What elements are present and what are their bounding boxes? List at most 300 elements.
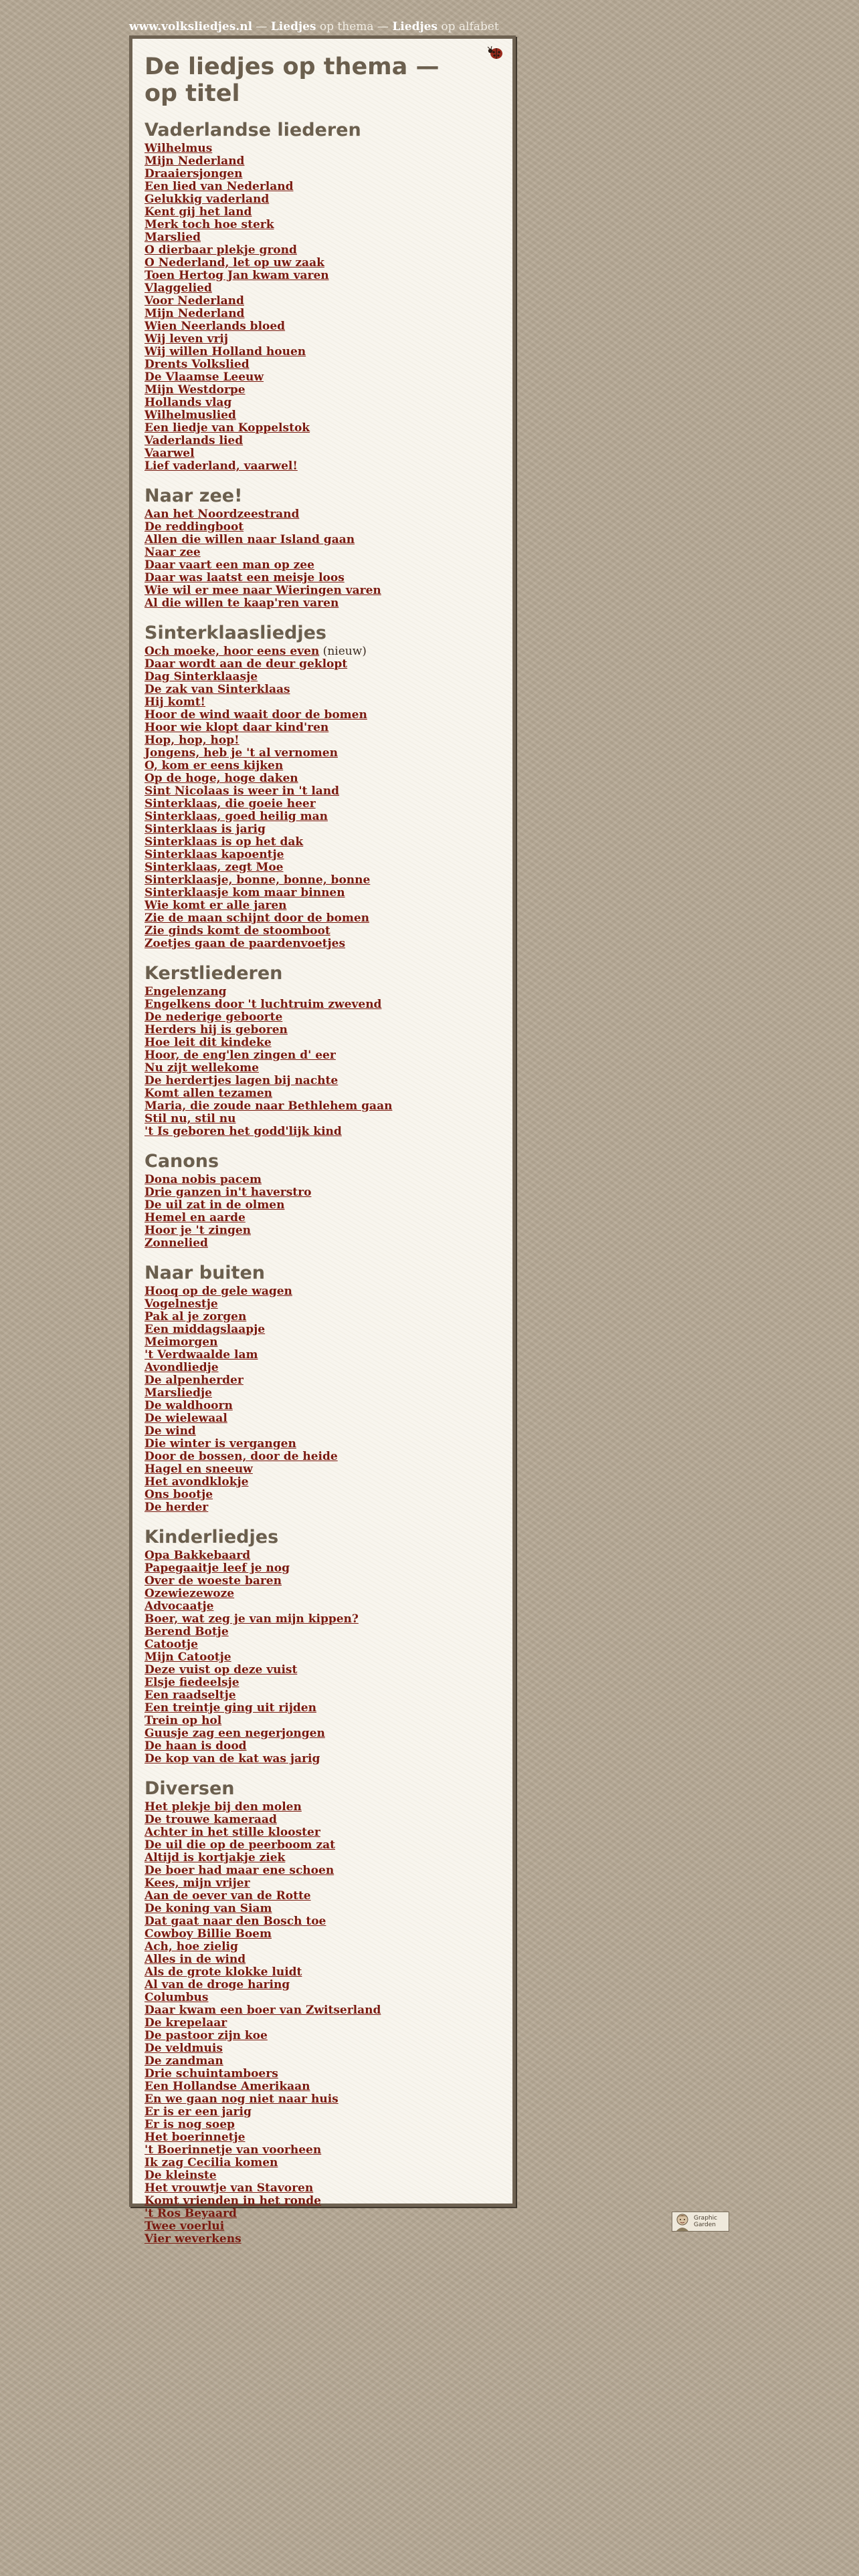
song-link[interactable]: De alpenherder [145, 1374, 244, 1387]
song-link[interactable]: Engelenzang [145, 985, 227, 998]
song-list-item [145, 2233, 503, 2246]
song-link[interactable]: De herdertjes lagen bij nachte [145, 1074, 339, 1087]
song-link[interactable]: Vaarwel [145, 447, 195, 460]
song-link[interactable]: De wielewaal [145, 1412, 227, 1425]
song-link[interactable]: Merk toch hoe sterk [145, 218, 274, 231]
song-link[interactable]: De haan is dood [145, 1739, 247, 1753]
song-list-item [145, 1400, 503, 1412]
song-link[interactable]: Guusje zag een negerjongen [145, 1727, 325, 1740]
song-link[interactable]: De kleinste [145, 2169, 217, 2182]
song-list-item [145, 925, 503, 938]
song-list-item [145, 671, 503, 683]
song-link[interactable]: De zak van Sinterklaas [145, 683, 290, 696]
nav-link-liedjes-thema[interactable]: Liedjes [270, 20, 316, 33]
song-list-item [145, 1651, 503, 1664]
song-list-item [145, 887, 503, 899]
song-list-item [145, 1877, 503, 1890]
song-link[interactable]: Avondliedje [145, 1361, 219, 1374]
song-link[interactable]: Drie schuintamboers [145, 2067, 278, 2080]
song-list-item [145, 798, 503, 811]
song-link[interactable]: Meimorgen [145, 1335, 218, 1349]
song-sections [145, 119, 503, 2246]
song-link[interactable]: Ach, hoe zielig [145, 1940, 238, 1953]
song-list-item [145, 572, 503, 584]
song-list-item [145, 1336, 503, 1349]
song-list-item [145, 1702, 503, 1715]
song-list-item [145, 1113, 503, 1125]
song-link[interactable]: Al die willen te kaap'ren varen [145, 597, 339, 610]
song-list-item [145, 2055, 503, 2068]
song-link[interactable]: Sinterklaasje kom maar binnen [145, 886, 345, 899]
song-link[interactable]: Nu zijt wellekome [145, 1061, 259, 1075]
song-link[interactable]: Kees, mijn vrijer [145, 1876, 250, 1890]
song-list-item [145, 1575, 503, 1588]
song-list-item [145, 849, 503, 861]
song-list-item [145, 899, 503, 912]
song-list-item [145, 1890, 503, 1903]
song-link[interactable]: De koning van Siam [145, 1902, 272, 1915]
song-list [145, 1549, 503, 1765]
song-list-item [145, 1323, 503, 1336]
song-list-item [145, 244, 503, 257]
song-link[interactable]: Kent gij het land [145, 205, 252, 219]
song-list-item [145, 912, 503, 925]
song-list-item [145, 1966, 503, 1979]
song-link[interactable]: Het plekje bij den molen [145, 1800, 302, 1814]
song-link[interactable]: Wie wil er mee naar Wieringen varen [145, 584, 381, 597]
song-link[interactable]: Hop, hop, hop! [145, 734, 240, 747]
song-list-item [145, 1588, 503, 1600]
song-list-item [145, 559, 503, 572]
song-link[interactable]: Herders hij is geboren [145, 1023, 288, 1037]
song-list-item [145, 409, 503, 422]
song-link[interactable]: De waldhoorn [145, 1399, 233, 1412]
song-link[interactable]: Naar zee [145, 546, 201, 559]
song-list-item [145, 1664, 503, 1677]
song-list-item [145, 2119, 503, 2131]
song-list-item [145, 938, 503, 950]
song-list-item [145, 772, 503, 785]
song-link[interactable]: Sinterklaas, goed heilig man [145, 810, 328, 823]
song-list-item [145, 2042, 503, 2055]
song-list-item [145, 384, 503, 397]
song-link[interactable]: De uil zat in de olmen [145, 1198, 285, 1212]
song-link[interactable]: Dat gaat naar den Bosch toe [145, 1915, 326, 1928]
song-list-item [145, 1438, 503, 1451]
song-list-item [145, 155, 503, 168]
song-list-item [145, 696, 503, 709]
song-link[interactable]: Hoor je 't zingen [145, 1224, 252, 1237]
song-list-item [145, 521, 503, 534]
song-list-item [145, 734, 503, 747]
song-list-item [145, 747, 503, 760]
song-link[interactable]: Sinterklaas kapoentje [145, 848, 284, 861]
song-link[interactable]: Allen die willen naar Island gaan [145, 533, 355, 546]
song-list-item [145, 346, 503, 358]
song-link[interactable]: Och moeke, hoor eens even [145, 645, 320, 658]
song-list-item [145, 1087, 503, 1100]
song-link[interactable]: Ozewiezewoze [145, 1587, 235, 1600]
song-link[interactable]: Hollands vlag [145, 396, 232, 409]
song-list-item [145, 1852, 503, 1864]
song-list-item [145, 1715, 503, 1727]
song-list-item [145, 206, 503, 219]
song-link[interactable]: Komt vrienden in het ronde [145, 2194, 321, 2208]
song-link[interactable]: De herder [145, 1501, 209, 1514]
song-link[interactable]: Maria, die zoude naar Bethlehem gaan [145, 1099, 393, 1113]
song-list-item [145, 584, 503, 597]
song-link[interactable]: Sinterklaas is jarig [145, 823, 266, 836]
song-link[interactable]: Aan het Noordzeestrand [145, 508, 300, 521]
song-link[interactable]: Hoor wie klopt daar kind'ren [145, 721, 329, 734]
song-link[interactable]: Als de grote klokke luidt [145, 1965, 302, 1979]
song-link[interactable]: Wie komt er alle jaren [145, 899, 287, 912]
song-link[interactable]: Berend Botje [145, 1625, 229, 1638]
song-link[interactable]: Dag Sinterklaasje [145, 670, 258, 683]
section-heading: Sinterklaasliedjes [145, 623, 326, 643]
song-link[interactable]: Een middagslaapje [145, 1323, 266, 1336]
song-list-item [145, 422, 503, 435]
song-list-item [145, 1689, 503, 1702]
song-list-item [145, 1062, 503, 1075]
content-panel [129, 35, 516, 2246]
song-list-item [145, 1476, 503, 1489]
ladybug-icon [487, 45, 504, 60]
song-link[interactable]: Komt allen tezamen [145, 1087, 273, 1100]
song-link[interactable]: Daar vaart een man op zee [145, 558, 314, 572]
song-link[interactable]: Toen Hertog Jan kwam varen [145, 269, 329, 282]
song-link[interactable]: Sinterklaasje, bonne, bonne, bonne [145, 873, 371, 887]
song-list-item [145, 1037, 503, 1049]
page-title: De liedjes op thema — op titel [145, 53, 440, 107]
song-link[interactable]: De pastoor zijn koe [145, 2029, 268, 2042]
song-list-item [145, 785, 503, 798]
song-list-item [145, 998, 503, 1011]
song-link[interactable]: Marslied [145, 231, 201, 244]
song-link[interactable]: Ik zag Cecilia komen [145, 2156, 278, 2169]
section-heading: Kerstliederen [145, 963, 283, 984]
song-list-item [145, 193, 503, 206]
song-list [145, 1801, 503, 2246]
song-link[interactable]: Wilhelmuslied [145, 409, 236, 422]
song-link[interactable]: Cowboy Billie Boem [145, 1927, 272, 1941]
song-list-item [145, 2144, 503, 2157]
song-list-item [145, 1753, 503, 1765]
song-link[interactable]: Daar was laatst een meisje loos [145, 571, 345, 584]
song-list-item [145, 1387, 503, 1400]
song-link[interactable]: O Nederland, let op uw zaak [145, 256, 324, 270]
song-list-item [145, 2068, 503, 2080]
song-link[interactable]: De krepelaar [145, 2016, 227, 2030]
song-link[interactable]: Hemel en aarde [145, 1211, 246, 1224]
song-list-item [145, 2169, 503, 2182]
song-list-item [145, 836, 503, 849]
song-link[interactable]: De trouwe kameraad [145, 1813, 277, 1826]
song-list-item [145, 2208, 503, 2220]
graphic-garden-badge[interactable] [672, 2212, 729, 2232]
song-link[interactable]: De Vlaamse Leeuw [145, 370, 264, 384]
song-link[interactable]: Catootje [145, 1638, 198, 1651]
song-list-item [145, 1237, 503, 1250]
nav-link-liedjes-alfabet[interactable]: Liedjes [392, 20, 438, 33]
song-list-item [145, 1349, 503, 1362]
song-list-item [145, 1941, 503, 1953]
song-link[interactable]: Door de bossen, door de heide [145, 1450, 338, 1463]
song-link[interactable]: Trein op hol [145, 1714, 222, 1727]
song-link[interactable]: 't Verdwaalde lam [145, 1348, 258, 1362]
song-list-item [145, 760, 503, 772]
song-list-item [145, 1626, 503, 1638]
section-heading: Diversen [145, 1778, 235, 1799]
nav-text-op-alfabet: op alfabet [438, 20, 499, 33]
song-link[interactable]: Achter in het stille klooster [145, 1826, 320, 1839]
song-list-item [145, 1727, 503, 1740]
song-list-item [145, 358, 503, 371]
section-heading: Vaderlandse liederen [145, 120, 361, 140]
song-list-item [145, 1311, 503, 1323]
song-link[interactable]: Jongens, heb je 't al vernomen [145, 746, 338, 760]
song-link[interactable]: Hoor, de eng'len zingen d' eer [145, 1049, 336, 1062]
song-link[interactable]: Sinterklaas is op het dak [145, 835, 304, 849]
song-list-item [145, 1928, 503, 1941]
song-list-item [145, 546, 503, 559]
song-link[interactable]: Een liedje van Koppelstok [145, 421, 310, 435]
song-list-item [145, 1638, 503, 1651]
song-list-item [145, 1864, 503, 1877]
song-list-item [145, 1801, 503, 1814]
song-list [145, 986, 503, 1138]
song-link[interactable]: Vier weverkens [145, 2232, 242, 2246]
song-link[interactable]: Pak al je zorgen [145, 1310, 247, 1323]
song-list-item [145, 435, 503, 447]
song-link[interactable]: Er is nog soep [145, 2118, 235, 2131]
song-link[interactable]: Een lied van Nederland [145, 180, 294, 193]
song-link[interactable]: Twee voerlui [145, 2220, 225, 2233]
new-label: (nieuw) [319, 645, 367, 658]
song-list-item [145, 270, 503, 282]
song-list-item [145, 683, 503, 696]
song-list-item [145, 2131, 503, 2144]
song-list-item [145, 645, 503, 658]
song-link[interactable]: Dona nobis pacem [145, 1173, 262, 1186]
song-link[interactable]: Daar kwam een boer van Zwitserland [145, 2004, 381, 2017]
song-list [145, 1174, 503, 1250]
song-list-item [145, 168, 503, 181]
song-list-item [145, 295, 503, 308]
song-link[interactable]: Op de hoge, hoge daken [145, 772, 298, 785]
song-link[interactable]: En we gaan nog niet naar huis [145, 2092, 339, 2106]
song-list-item [145, 1839, 503, 1852]
song-link[interactable]: 't Is geboren het godd'lijk kind [145, 1125, 342, 1138]
song-link[interactable]: Drie ganzen in't haverstro [145, 1186, 312, 1199]
song-link[interactable]: Het vrouwtje van Stavoren [145, 2181, 314, 2195]
song-link[interactable]: O, kom er eens kijken [145, 759, 284, 772]
song-link[interactable]: Hoor de wind waait door de bomen [145, 708, 367, 722]
song-link[interactable]: Mijn Nederland [145, 154, 245, 168]
song-link[interactable]: Mijn Nederland [145, 307, 245, 320]
song-list-item [145, 1011, 503, 1024]
song-link[interactable]: Draaiersjongen [145, 167, 243, 181]
nav-text-op-thema: op thema — [316, 20, 393, 33]
song-list-item [145, 1212, 503, 1224]
song-link[interactable]: Stil nu, stil nu [145, 1112, 236, 1125]
song-list-item [145, 2004, 503, 2017]
song-link[interactable]: Gelukkig vaderland [145, 193, 270, 206]
song-link[interactable]: Daar wordt aan de deur geklopt [145, 657, 348, 671]
song-list-item [145, 142, 503, 155]
song-link[interactable]: De veldmuis [145, 2042, 223, 2055]
song-link[interactable]: Opa Bakkebaard [145, 1549, 251, 1562]
song-list-item [145, 1740, 503, 1753]
song-list-item [145, 597, 503, 610]
song-link[interactable]: Aan de oever van de Rotte [145, 1889, 311, 1903]
song-link[interactable]: Alles in de wind [145, 1953, 246, 1966]
song-link[interactable]: Sint Nicolaas is weer in 't land [145, 784, 340, 798]
top-navigation [129, 20, 499, 33]
badge-text [694, 2215, 717, 2228]
song-list-item [145, 231, 503, 244]
song-list-item [145, 1224, 503, 1237]
song-list-item [145, 2080, 503, 2093]
song-link[interactable]: Een treintje ging uit rijden [145, 1701, 316, 1715]
song-list-item [145, 282, 503, 295]
song-list [145, 142, 503, 473]
song-list-item [145, 861, 503, 874]
song-link[interactable]: Mijn Catootje [145, 1650, 231, 1664]
song-link[interactable]: De zandman [145, 2054, 223, 2068]
song-list-item [145, 534, 503, 546]
song-link[interactable]: Wien Neerlands bloed [145, 320, 286, 333]
song-link[interactable]: Wij willen Holland houen [145, 345, 306, 358]
song-list-item [145, 1677, 503, 1689]
song-link[interactable]: De kop van de kat was jarig [145, 1752, 320, 1765]
song-list-item [145, 2017, 503, 2030]
song-list-item [145, 2182, 503, 2195]
song-list-item [145, 1024, 503, 1037]
song-link[interactable]: Het avondklokje [145, 1475, 249, 1489]
song-list-item [145, 2030, 503, 2042]
song-link[interactable]: Altijd is kortjakje ziek [145, 1851, 286, 1864]
song-link[interactable]: Hooq op de gele wagen [145, 1285, 292, 1298]
song-link[interactable]: Vogelnestje [145, 1297, 218, 1311]
song-link[interactable]: 't Boerinnetje van voorheen [145, 2143, 322, 2157]
song-link[interactable]: Over de woeste baren [145, 1574, 282, 1588]
song-link[interactable]: Voor Nederland [145, 294, 244, 308]
song-link[interactable]: Sinterklaas, zegt Moe [145, 861, 284, 874]
song-list-item [145, 1186, 503, 1199]
song-link[interactable]: Advocaatje [145, 1600, 214, 1613]
section-heading: Naar zee! [145, 486, 243, 506]
song-link[interactable]: Columbus [145, 1991, 209, 2004]
song-list-item [145, 986, 503, 998]
song-link[interactable]: O dierbaar plekje grond [145, 243, 297, 257]
song-link[interactable]: Elsje fiedeelsje [145, 1676, 240, 1689]
song-list-item [145, 1826, 503, 1839]
song-link[interactable]: Wilhelmus [145, 142, 213, 155]
song-list-item [145, 811, 503, 823]
song-list-item [145, 2220, 503, 2233]
badge-line-1: Graphic [694, 2215, 718, 2222]
song-link[interactable]: Vaderlands lied [145, 434, 244, 447]
song-link[interactable]: Deze vuist op deze vuist [145, 1663, 298, 1677]
song-list-item [145, 1075, 503, 1087]
song-list-item [145, 1501, 503, 1514]
song-list-item [145, 1549, 503, 1562]
song-link[interactable]: Mijn Westdorpe [145, 383, 246, 397]
song-link[interactable]: Vlaggelied [145, 282, 212, 295]
song-list-item [145, 1049, 503, 1062]
badge-line-2: Garden [694, 2222, 716, 2228]
song-list-item [145, 2106, 503, 2119]
song-link[interactable]: De reddingboot [145, 520, 244, 534]
song-list-item [145, 1903, 503, 1915]
song-link[interactable]: De nederige geboorte [145, 1010, 283, 1024]
song-link[interactable]: Zonnelied [145, 1237, 208, 1250]
song-link[interactable]: Engelkens door 't luchtruim zwevend [145, 998, 382, 1011]
song-list-item [145, 1600, 503, 1613]
song-link[interactable]: De wind [145, 1424, 196, 1438]
song-link[interactable]: Er is er een jarig [145, 2105, 252, 2119]
song-link[interactable]: Zie ginds komt de stoomboot [145, 924, 330, 938]
song-link[interactable]: 't Ros Beyaard [145, 2207, 237, 2220]
song-link[interactable]: Lief vaderland, vaarwel! [145, 459, 298, 473]
song-link[interactable]: De boer had maar ene schoen [145, 1864, 335, 1877]
song-link[interactable]: Drents Volkslied [145, 358, 250, 371]
song-list-item [145, 320, 503, 333]
song-list [145, 645, 503, 950]
song-list-item [145, 460, 503, 473]
song-link[interactable]: Papegaaitje leef je nog [145, 1562, 290, 1575]
nav-separator: — [252, 20, 271, 33]
song-link[interactable]: Boer, wat zeg je van mijn kippen? [145, 1612, 359, 1626]
song-link[interactable]: Zoetjes gaan de paardenvoetjes [145, 937, 346, 950]
song-list-item [145, 1125, 503, 1138]
song-link[interactable]: Een Hollandse Amerikaan [145, 2080, 310, 2093]
song-list-item [145, 1915, 503, 1928]
song-link[interactable]: Al van de droge haring [145, 1978, 290, 1992]
song-link[interactable]: De uil die op de peerboom zat [145, 1838, 335, 1852]
song-list-item [145, 333, 503, 346]
song-link[interactable]: Wij leven vrij [145, 332, 229, 346]
song-list-item [145, 257, 503, 270]
song-list-item [145, 1979, 503, 1992]
song-list-item [145, 1489, 503, 1501]
section-heading: Naar buiten [145, 1263, 265, 1283]
song-list-item [145, 2093, 503, 2106]
song-list-item [145, 508, 503, 521]
site-home-link[interactable]: www.volksliedjes.nl [129, 20, 253, 33]
song-link[interactable]: Hoe leit dit kindeke [145, 1036, 272, 1049]
section-heading: Kinderliedjes [145, 1527, 279, 1547]
song-list-item [145, 371, 503, 384]
section-heading: Canons [145, 1151, 219, 1172]
song-list-item [145, 823, 503, 836]
song-link[interactable]: Hij komt! [145, 695, 206, 709]
song-list-item [145, 1298, 503, 1311]
song-list-item [145, 722, 503, 734]
song-list-item [145, 219, 503, 231]
song-link[interactable]: Hagel en sneeuw [145, 1463, 253, 1476]
song-list [145, 508, 503, 610]
song-link[interactable]: Sinterklaas, die goeie heer [145, 797, 316, 811]
song-link[interactable]: Zie de maan schijnt door de bomen [145, 911, 369, 925]
song-list-item [145, 1463, 503, 1476]
song-link[interactable]: Een raadseltje [145, 1689, 236, 1702]
song-link[interactable]: Die winter is vergangen [145, 1437, 296, 1451]
song-link[interactable]: Ons bootje [145, 1488, 213, 1501]
song-link[interactable]: Het boerinnetje [145, 2131, 246, 2144]
song-link[interactable]: Marsliedje [145, 1386, 212, 1400]
